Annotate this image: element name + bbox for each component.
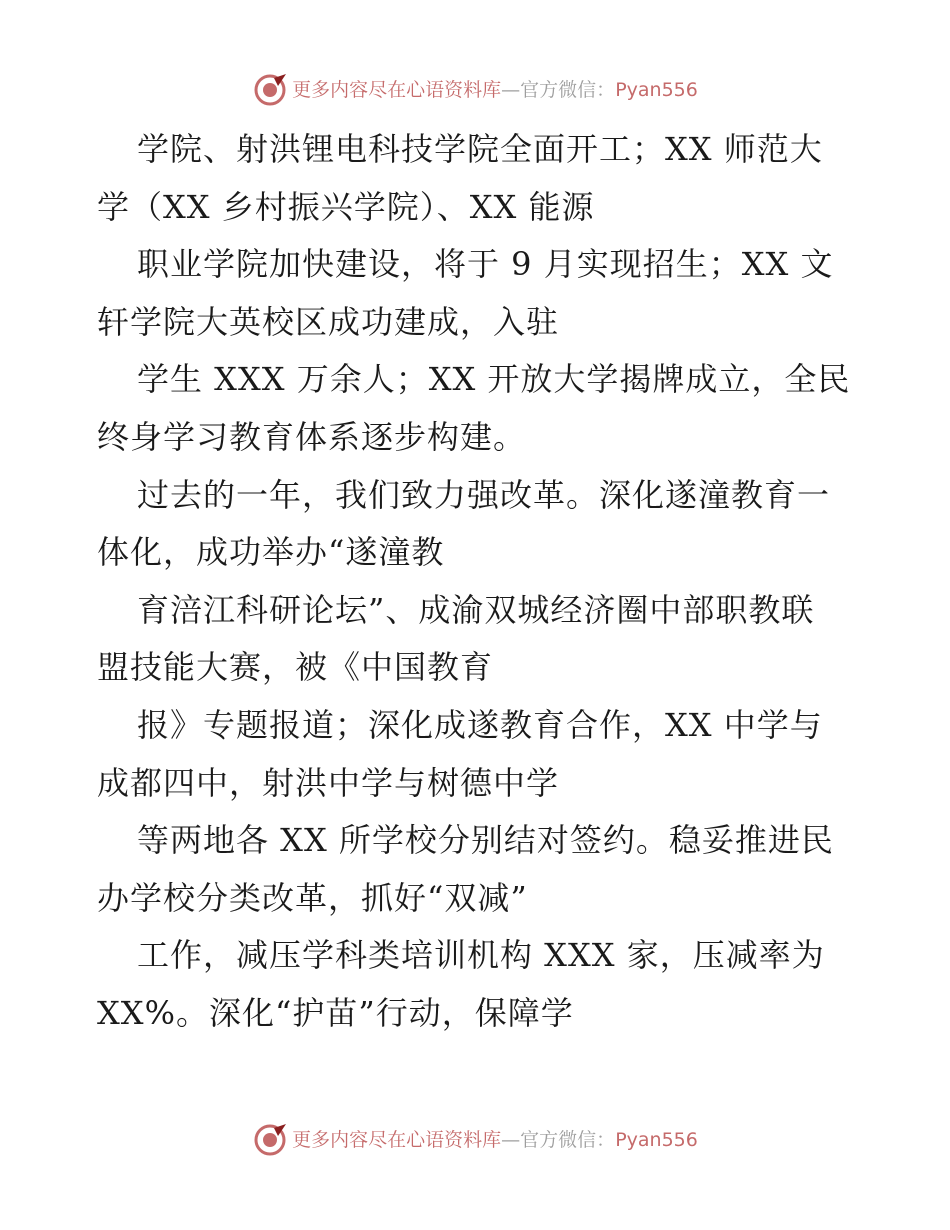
footer-watermark [0,1120,950,1160]
text-line: 学院、射洪锂电科技学院全面开工；XX 师范大 [137,130,823,168]
text-line: 办学校分类改革，抓好“双减” [97,878,528,917]
text-line: 职业学院加快建设，将于 9 月实现招生；XX 文 [137,245,834,284]
watermark-text-main: 更多内容尽在心语资料库 [292,1129,502,1151]
text-line: 体化，成功举办“遂潼教 [97,533,445,572]
watermark-text-wechat-label: —官方微信： [501,79,616,101]
text-line: 育涪江科研论坛”、成渝双城经济圈中部职教联 [137,590,815,629]
text-line: 学生 XXX 万余人；XX 开放大学揭牌成立，全民 [137,360,851,399]
text-line: 工作，减压学科类培训机构 XXX 家，压减率为 [137,936,825,975]
watermark-text-wechat-id: Pyan556 [615,79,698,101]
text-line: 轩学院大英校区成功建成，入驻 [97,302,560,341]
text-line: 等两地各 XX 所学校分别结对签约。稳妥推进民 [137,821,834,860]
pen-circle-logo-icon [252,72,288,108]
text-line: 盟技能大赛，被《中国教育 [97,648,494,687]
text-line: 学（XX 乡村振兴学院）、XX 能源 [97,187,595,226]
text-line: 过去的一年，我们致力强改革。深化遂潼教育一 [137,475,831,514]
text-line: 报》专题报道；深化成遂教育合作，XX 中学与 [137,705,823,744]
text-line: 成都四中，射洪中学与树德中学 [97,763,560,802]
watermark-text-wechat-label: —官方微信： [501,1129,616,1151]
text-line: XX%。深化“护苗”行动，保障学 [97,993,574,1032]
watermark-text-wechat-id: Pyan556 [615,1129,698,1151]
pen-circle-logo-icon [252,1122,288,1158]
document-body [97,121,857,1043]
watermark-text-main: 更多内容尽在心语资料库 [292,79,502,101]
text-line: 终身学习教育体系逐步构建。 [97,417,527,456]
header-watermark [0,70,950,110]
